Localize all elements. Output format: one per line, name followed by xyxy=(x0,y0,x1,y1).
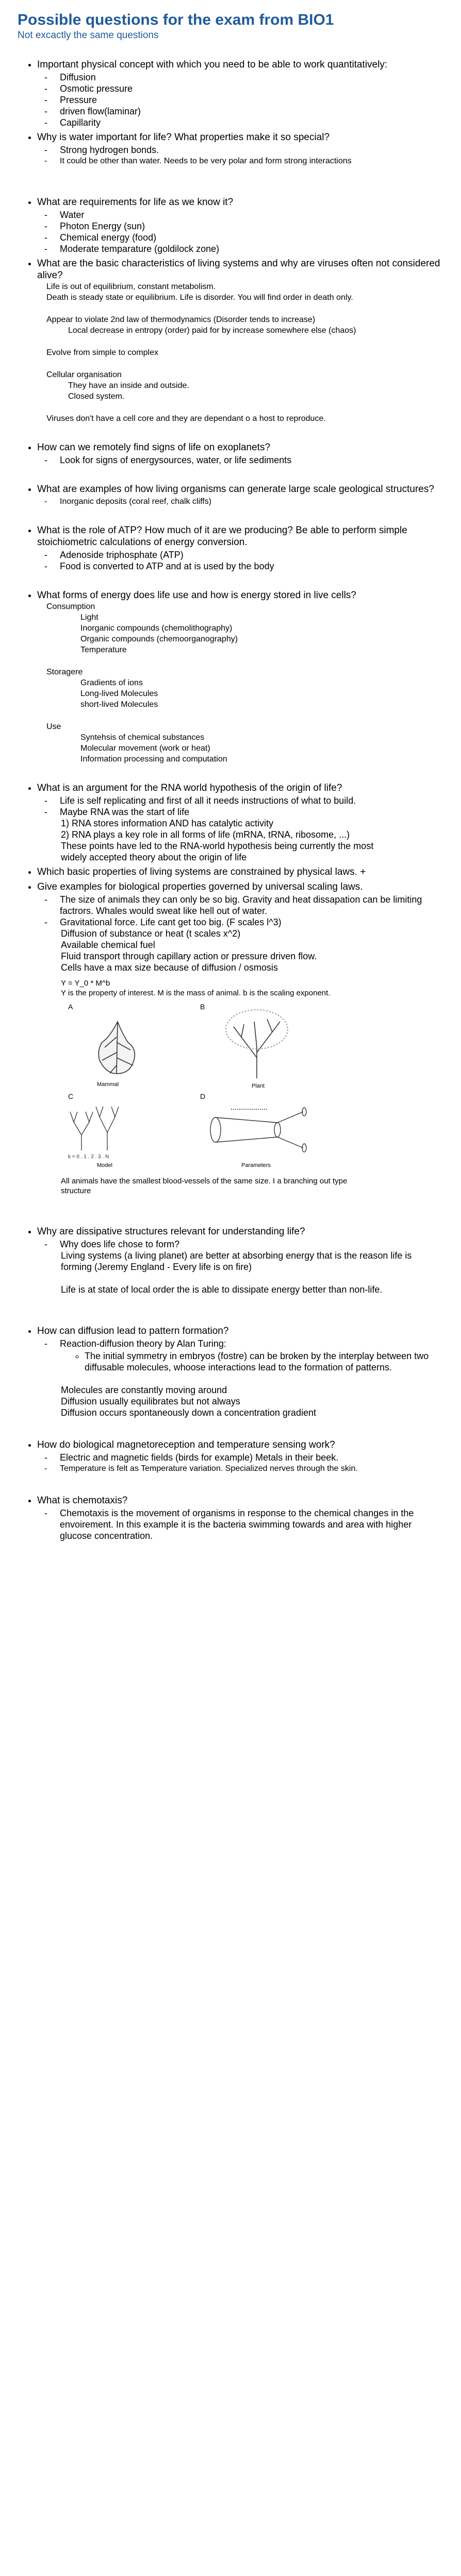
scaling-formula: Y = Y_0 * M^b xyxy=(61,979,110,988)
answer-item: - The size of animals they can only be so big. Gravity and heat dissapation can be limiting factrors. Whales would sweat like hell out of water. xyxy=(60,894,443,917)
scaling-note: All animals have the smallest blood-vessels of the same size. I a branching out type structure xyxy=(61,1177,348,1195)
question-item xyxy=(37,589,443,765)
answer-line: Temperature xyxy=(80,646,127,654)
answer-line: Closed system. xyxy=(68,392,125,401)
answer-item: - Look for signs of energysources, water, or life sediments xyxy=(60,454,443,466)
question-item xyxy=(37,131,443,166)
question-item xyxy=(37,1439,443,1474)
answer-item: - Why does life chose to form? xyxy=(60,1239,443,1250)
page-title: Possible questions for the exam from BIO1 xyxy=(18,11,334,28)
answer-line: Molecules are constantly moving around xyxy=(61,1385,227,1395)
answer-list xyxy=(37,894,443,928)
question-text: What are examples of how living organisms can generate large scale geological structures? xyxy=(37,484,434,495)
question-text: Important physical concept with which you need to be able to work quantitatively: xyxy=(37,59,388,70)
answer-line: Syntehsis of chemical substances xyxy=(80,733,205,742)
answer-line: They have an inside and outside. xyxy=(68,381,189,390)
answer-list xyxy=(37,144,443,166)
panel-d-caption: Parameters xyxy=(241,1162,271,1168)
question-text: How can diffusion lead to pattern formation? xyxy=(37,1326,229,1336)
question-text: How do biological magnetoreception and temperature sensing work? xyxy=(37,1439,335,1450)
question-text: Why is water important for life? What properties make it so special? xyxy=(37,132,330,143)
panel-c-caption: Model xyxy=(97,1162,112,1168)
answer-item: - Maybe RNA was the start of life xyxy=(60,806,443,818)
question-item xyxy=(37,866,443,878)
answer-line: short-lived Molecules xyxy=(80,700,158,709)
answer-line: Long-lived Molecules xyxy=(80,689,158,698)
mammal-vessel-tree xyxy=(98,1022,135,1074)
answer-line: Organic compounds (chemoorganography) xyxy=(80,635,238,643)
answer-item: - Electric and magnetic fields (birds for example) Metals in their beek. xyxy=(60,1452,443,1463)
vascular-network-diagram xyxy=(61,1001,329,1171)
answer-list xyxy=(37,1338,443,1349)
answer-line: Cellular organisation xyxy=(46,370,122,379)
answer-line: Diffusion of substance or heat (t scales x^2) xyxy=(61,928,241,939)
question-item xyxy=(37,196,443,255)
answer-item: - Diffusion xyxy=(60,72,443,83)
answer-item: - Capillarity xyxy=(60,117,443,128)
panel-a-caption: Mammal xyxy=(97,1081,119,1088)
answer-line: Viruses don't have a cell core and they are dependant o a host to reproduce. xyxy=(46,414,326,423)
answer-list xyxy=(37,795,443,818)
question-item xyxy=(37,59,443,128)
question-text: What is an argument for the RNA world hypothesis of the origin of life? xyxy=(37,783,342,793)
answer-item: - It could be other than water. Needs to be very polar and form strong interactions xyxy=(60,156,443,166)
answer-item: - Chemotaxis is the movement of organisms in response to the chemical changes in the envoirement. In this example it is the bacteria swimming towards and area with higher glucose concentration. xyxy=(60,1507,443,1541)
question-text: What is the role of ATP? How much of it are we producing? Be able to perform simple stoichiometric calculations of energy conversion. xyxy=(37,525,407,548)
answer-line: Molecular movement (work or heat) xyxy=(80,744,210,753)
panel-label-a: A xyxy=(68,1003,73,1011)
question-text: What forms of energy does life use and how is energy stored in live cells? xyxy=(37,590,356,601)
answer-line: Inorganic compounds (chemolithography) xyxy=(80,624,233,633)
question-text: What is chemotaxis? xyxy=(37,1495,128,1506)
question-item xyxy=(37,881,443,1196)
answer-item: - Gravitational force. Life cant get too big. (F scales l^3) xyxy=(60,917,443,928)
answer-line: widely accepted theory about the origin of life xyxy=(61,852,247,862)
question-item xyxy=(37,1495,443,1541)
scaling-caption: Y is the property of interest. M is the mass of animal. b is the scaling exponent. xyxy=(61,989,331,997)
panel-label-b: B xyxy=(200,1003,205,1011)
question-item xyxy=(37,258,443,424)
answer-item: - Inorganic deposits (coral reef, chalk cliffs) xyxy=(60,496,443,507)
question-item xyxy=(37,1325,443,1418)
answer-line: Life is out of equilibrium, constant metabolism. xyxy=(46,282,216,291)
answer-line: These points have led to the RNA-world hypothesis being currently the most xyxy=(61,841,374,851)
answer-item: - Moderate temparature (goldilock zone) xyxy=(60,243,443,255)
answer-line: Appear to violate 2nd law of thermodynamics (Disorder tends to increase) xyxy=(46,315,316,324)
answer-item: - Chemical energy (food) xyxy=(60,232,443,243)
answer-line: Life is at state of local order the is able to dissipate energy better than non-life. xyxy=(61,1284,383,1295)
question-text: How can we remotely find signs of life on exoplanets? xyxy=(37,442,271,453)
answer-line: 2) RNA plays a key role in all forms of life (mRNA, tRNA, ribosome, ...) xyxy=(61,829,350,840)
answer-item: - Water xyxy=(60,209,443,221)
panel-b-caption: Plant xyxy=(252,1083,265,1089)
answer-line: Fluid transport through capillary action or pressure driven flow. xyxy=(61,951,317,961)
answer-list xyxy=(37,1452,443,1474)
answer-item: - Strong hydrogen bonds. xyxy=(60,144,443,156)
answer-item: - Pressure xyxy=(60,94,443,106)
answer-line: Available chemical fuel xyxy=(61,940,155,950)
answer-line: Evolve from simple to complex xyxy=(46,348,158,357)
answer-item: - Photon Energy (sun) xyxy=(60,221,443,232)
panel-label-c: C xyxy=(68,1092,74,1100)
answer-line: Diffusion occurs spontaneously down a concentration gradient xyxy=(61,1408,316,1418)
vessel-parameters xyxy=(210,1108,306,1152)
section-label: Consumption xyxy=(46,602,95,611)
answer-item: - Food is converted to ATP and at is used by the body xyxy=(60,561,443,572)
question-item xyxy=(37,782,443,863)
answer-list xyxy=(37,72,443,128)
svg-text:k = 0 . 1 . 2 . 3 . N: k = 0 . 1 . 2 . 3 . N xyxy=(68,1154,109,1160)
answer-list xyxy=(37,1239,443,1250)
answer-line: Diffusion usually equilibrates but not always xyxy=(61,1396,240,1406)
answer-item: - Life is self replicating and first of all it needs instructions of what to build. xyxy=(60,795,443,806)
sub-answer-list xyxy=(37,1350,443,1373)
answer-line: Gradients of ions xyxy=(80,679,143,687)
sub-answer-item: ◦ The initial symmetry in embryos (fostre) can be broken by the interplay between two diffusable molecules, whoose interactions lead to the formation of patterns. xyxy=(85,1350,443,1373)
section-label: Use xyxy=(46,722,61,731)
answer-line: Information processing and computation xyxy=(80,755,227,764)
question-text: Which basic properties of living systems are constrained by physical laws. + xyxy=(37,867,366,877)
answer-line: Living systems (a living planet) are better at absorbing energy that is the reason life is forming (Jeremy England - Every life is on fire) xyxy=(61,1250,412,1272)
question-text: Why are dissipative structures relevant for understanding life? xyxy=(37,1226,305,1237)
question-text: What are the basic characteristics of living systems and why are viruses often not considered alive? xyxy=(37,258,440,281)
answer-item: - driven flow(laminar) xyxy=(60,106,443,117)
answer-item: - Osmotic pressure xyxy=(60,83,443,94)
scaling-figure xyxy=(61,978,350,1196)
question-item xyxy=(37,442,443,466)
answer-line: Local decrease in entropy (order) paid for by increase somewhere else (chaos) xyxy=(68,326,356,335)
branching-model xyxy=(70,1107,119,1150)
answer-item: - Reaction-diffusion theory by Alan Turing: xyxy=(60,1338,443,1349)
answer-line: Death is steady state or equilibrium. Life is disorder. You will find order in death only. xyxy=(46,293,353,302)
page-subtitle: Not excactly the same questions xyxy=(18,30,159,41)
answer-line: 1) RNA stores information AND has catalytic activity xyxy=(61,818,274,828)
question-item xyxy=(37,483,443,507)
answer-list xyxy=(37,454,443,466)
plant-tree xyxy=(226,1010,288,1078)
question-item xyxy=(37,524,443,572)
answer-item: - Temperature is felt as Temperature variation. Specialized nerves through the skin. xyxy=(60,1463,443,1474)
question-list xyxy=(18,59,443,1541)
panel-label-d: D xyxy=(200,1092,206,1100)
question-text: What are requirements for life as we know it? xyxy=(37,197,234,208)
answer-list xyxy=(37,1507,443,1541)
section-label: Storagere xyxy=(46,668,83,676)
answer-list xyxy=(37,549,443,572)
question-text: Give examples for biological properties governed by universal scaling laws. xyxy=(37,882,363,892)
answer-line: Cells have a max size because of diffusion / osmosis xyxy=(61,962,278,973)
answer-list xyxy=(37,496,443,507)
answer-line: Light xyxy=(80,613,98,622)
question-item xyxy=(37,1226,443,1295)
answer-item: - Adenoside triphosphate (ATP) xyxy=(60,549,443,561)
answer-list xyxy=(37,209,443,255)
